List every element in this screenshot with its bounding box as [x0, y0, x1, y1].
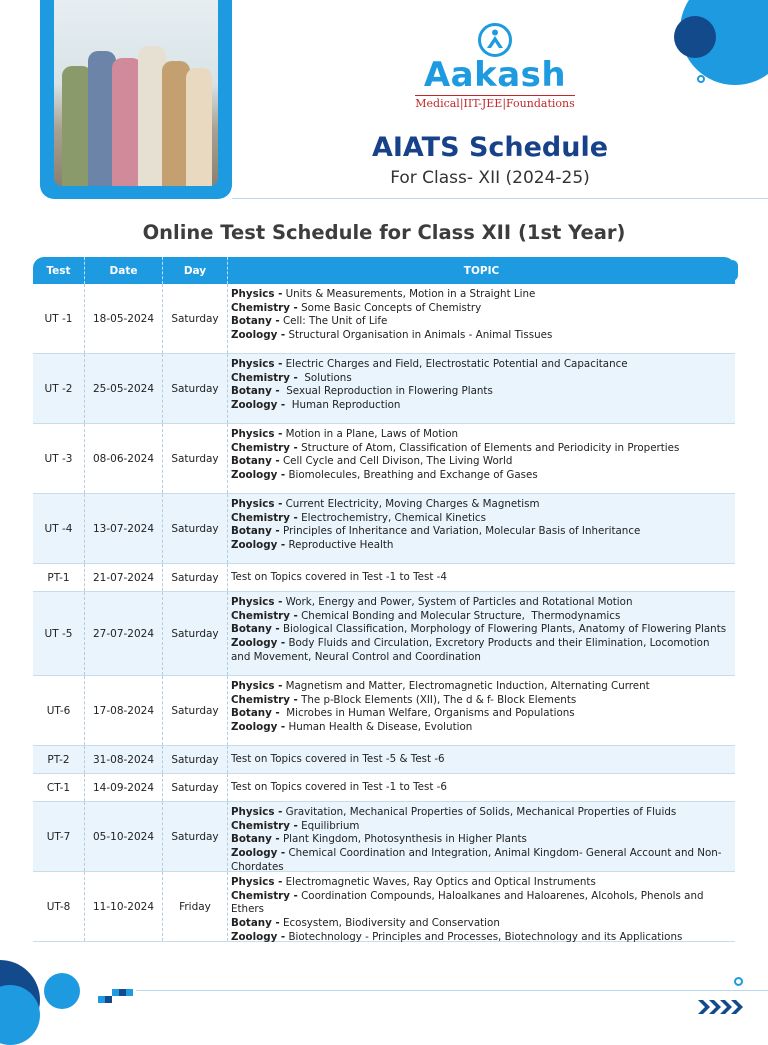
test-cell: UT-7 — [33, 802, 85, 871]
topic-line — [231, 610, 732, 624]
decorative-circle — [44, 973, 80, 1009]
topic-text: Cell: The Unit of Life — [279, 315, 388, 328]
topic-text: Magnetism and Matter, Electromagnetic Induction, Alternating Current — [282, 680, 650, 692]
topic-line — [231, 358, 732, 372]
date-cell: 13-07-2024 — [85, 494, 163, 563]
subject-label: Zoology - — [231, 847, 286, 860]
date-cell: 18-05-2024 — [85, 284, 163, 353]
topic-cell — [228, 494, 735, 563]
subject-label: Botany - — [231, 315, 280, 328]
day-cell: Saturday — [163, 564, 228, 591]
topic-text: Ecosystem, Biodiversity and Conservation — [279, 917, 500, 930]
topic-text: Principles of Inheritance and Variation, Molecular Basis of Inheritance — [279, 525, 641, 538]
date-cell: 31-08-2024 — [85, 746, 163, 773]
page-title: AIATS Schedule — [371, 132, 609, 163]
footer-divider — [136, 990, 768, 991]
topic-line — [231, 753, 445, 767]
topic-text: The p-Block Elements (XII), The d & f- Block Elements — [297, 693, 577, 706]
date-cell: 27-07-2024 — [85, 592, 163, 675]
subject-label: Zoology - — [231, 399, 286, 412]
topic-text: Solutions — [297, 371, 352, 384]
topic-line — [231, 890, 732, 917]
decorative-ring — [697, 75, 705, 83]
table-row — [33, 746, 735, 774]
subject-label: Botany - — [231, 707, 280, 720]
test-cell: CT-1 — [33, 774, 85, 801]
day-cell: Saturday — [163, 802, 228, 871]
test-cell: UT -5 — [33, 592, 85, 675]
subject-label: Botany - — [231, 833, 280, 846]
subject-label: Botany - — [231, 455, 280, 468]
topic-text: Biological Classification, Morphology of Flowering Plants, Anatomy of Flowering Plants — [279, 623, 727, 636]
topic-text: Plant Kingdom, Photosynthesis in Higher Plants — [279, 833, 527, 846]
topic-cell — [228, 354, 735, 423]
subject-label: Chemistry - — [231, 609, 298, 622]
test-cell: UT -4 — [33, 494, 85, 563]
section-title: Online Test Schedule for Class XII (1st Year) — [142, 221, 626, 244]
date-cell: 05-10-2024 — [85, 802, 163, 871]
aakash-logo-icon — [477, 22, 513, 58]
day-cell: Saturday — [163, 284, 228, 353]
table-row — [33, 802, 735, 872]
day-cell: Saturday — [163, 746, 228, 773]
topic-text: Motion in a Plane, Laws of Motion — [282, 428, 459, 440]
brand-name: Aakash — [423, 55, 567, 95]
subject-label: Botany - — [231, 385, 280, 398]
topic-line — [231, 623, 732, 637]
topic-line — [231, 707, 732, 721]
topic-cell — [228, 564, 735, 591]
topic-text: Chemical Bonding and Molecular Structure, Thermodynamics — [297, 609, 621, 622]
topic-line — [231, 876, 732, 890]
subject-label: Chemistry - — [231, 511, 298, 524]
day-cell: Saturday — [163, 424, 228, 493]
day-cell: Friday — [163, 872, 228, 941]
topic-line — [231, 498, 732, 512]
table-body — [33, 284, 735, 942]
test-cell: UT-6 — [33, 676, 85, 745]
date-cell: 17-08-2024 — [85, 676, 163, 745]
day-cell: Saturday — [163, 676, 228, 745]
table-row — [33, 774, 735, 802]
subject-label: Physics - — [231, 806, 283, 818]
subject-label: Physics - — [231, 358, 283, 370]
subject-label: Physics - — [231, 288, 283, 300]
subject-label: Physics - — [231, 596, 283, 608]
date-cell: 21-07-2024 — [85, 564, 163, 591]
subject-label: Zoology - — [231, 539, 286, 552]
topic-text: Sexual Reproduction in Flowering Plants — [279, 385, 493, 398]
topic-text: Chemical Coordination and Integration, Animal Kingdom- General Account and Non-Chordates — [231, 847, 722, 873]
table-row — [33, 592, 735, 676]
topic-cell — [228, 592, 735, 675]
date-cell: 14-09-2024 — [85, 774, 163, 801]
schedule-table — [33, 257, 735, 942]
topic-line — [231, 694, 732, 708]
topic-line — [231, 820, 732, 834]
date-cell: 08-06-2024 — [85, 424, 163, 493]
header-divider — [232, 198, 768, 199]
subject-label: Botany - — [231, 917, 280, 930]
topic-text: Structure of Atom, Classification of Elements and Periodicity in Properties — [297, 441, 680, 454]
aakash-logo — [410, 22, 580, 111]
topic-line — [231, 806, 732, 820]
topic-text: Test on Topics covered in Test -1 to Test -4 — [231, 571, 447, 584]
test-cell: UT-8 — [33, 872, 85, 941]
topic-line — [231, 399, 732, 413]
topic-line — [231, 571, 447, 585]
brand-tagline: Medical|IIT-JEE|Foundations — [415, 97, 575, 110]
header-test: Test — [33, 257, 85, 284]
topic-line — [231, 288, 732, 302]
table-row — [33, 424, 735, 494]
topic-line — [231, 680, 732, 694]
topic-line — [231, 315, 732, 329]
subject-label: Chemistry - — [231, 889, 298, 902]
table-header — [33, 257, 735, 284]
topic-cell — [228, 424, 735, 493]
topic-text: Body Fluids and Circulation, Excretory Products and their Elimination, Locomotion and Movement, Neural Control and Coordination — [231, 637, 713, 663]
subject-label: Botany - — [231, 623, 280, 636]
date-cell: 11-10-2024 — [85, 872, 163, 941]
topic-text: Electromagnetic Waves, Ray Optics and Optical Instruments — [282, 876, 596, 888]
topic-cell — [228, 676, 735, 745]
subject-label: Physics - — [231, 498, 283, 510]
topic-line — [231, 525, 732, 539]
decorative-ring — [734, 977, 743, 986]
topic-text: Human Health & Disease, Evolution — [285, 721, 473, 734]
topic-line — [231, 637, 732, 664]
topic-line — [231, 917, 732, 931]
topic-line — [231, 442, 732, 456]
topic-text: Cell Cycle and Cell Divison, The Living World — [279, 455, 513, 468]
topic-cell — [228, 746, 735, 773]
decorative-circle-dark — [674, 16, 716, 58]
topic-line — [231, 302, 732, 316]
topic-line — [231, 428, 732, 442]
subject-label: Botany - — [231, 525, 280, 538]
table-row — [33, 564, 735, 592]
topic-text: Test on Topics covered in Test -5 & Test -6 — [231, 753, 445, 766]
topic-line — [231, 512, 732, 526]
subject-label: Zoology - — [231, 930, 286, 943]
header-date: Date — [85, 257, 163, 284]
topic-line — [231, 596, 732, 610]
topic-text: Equilibrium — [297, 819, 360, 832]
topic-line — [231, 329, 732, 343]
subject-label: Zoology - — [231, 637, 286, 650]
subject-label: Physics - — [231, 680, 283, 692]
subject-label: Physics - — [231, 428, 283, 440]
topic-text: Biotechnology - Principles and Processes, Biotechnology and its Applications — [285, 930, 683, 943]
subject-label: Chemistry - — [231, 693, 298, 706]
topic-text: Biomolecules, Breathing and Exchange of Gases — [285, 469, 538, 482]
topic-text: Some Basic Concepts of Chemistry — [297, 301, 482, 314]
day-cell: Saturday — [163, 592, 228, 675]
table-row — [33, 676, 735, 746]
subject-label: Chemistry - — [231, 441, 298, 454]
students-celebrating-photo — [54, 0, 218, 186]
day-cell: Saturday — [163, 494, 228, 563]
subject-label: Chemistry - — [231, 819, 298, 832]
subject-label: Chemistry - — [231, 371, 298, 384]
decorative-squares — [98, 988, 138, 1004]
header-day: Day — [163, 257, 228, 284]
test-cell: PT-2 — [33, 746, 85, 773]
topic-line — [231, 539, 732, 553]
topic-cell — [228, 774, 735, 801]
table-row — [33, 494, 735, 564]
topic-text: Test on Topics covered in Test -1 to Test -6 — [231, 781, 447, 794]
table-row — [33, 354, 735, 424]
topic-line — [231, 847, 732, 874]
day-cell: Saturday — [163, 354, 228, 423]
topic-line — [231, 372, 732, 386]
topic-line — [231, 469, 732, 483]
test-cell: PT-1 — [33, 564, 85, 591]
test-cell: UT -3 — [33, 424, 85, 493]
topic-text: Structural Organisation in Animals - Animal Tissues — [285, 329, 553, 342]
topic-line — [231, 385, 732, 399]
topic-text: Gravitation, Mechanical Properties of Solids, Mechanical Properties of Fluids — [282, 806, 677, 818]
header-photo-frame — [40, 0, 232, 199]
topic-text: Reproductive Health — [285, 539, 394, 552]
date-cell: 25-05-2024 — [85, 354, 163, 423]
topic-text: Electrochemistry, Chemical Kinetics — [297, 511, 486, 524]
topic-text: Coordination Compounds, Haloalkanes and Haloarenes, Alcohols, Phenols and Ethers — [231, 889, 707, 916]
table-row — [33, 872, 735, 942]
subject-label: Chemistry - — [231, 301, 298, 314]
day-cell: Saturday — [163, 774, 228, 801]
topic-text: Human Reproduction — [285, 399, 401, 412]
table-row — [33, 284, 735, 354]
topic-text: Current Electricity, Moving Charges & Magnetism — [282, 498, 540, 510]
subject-label: Zoology - — [231, 721, 286, 734]
topic-line — [231, 833, 732, 847]
test-cell: UT -2 — [33, 354, 85, 423]
topic-text: Electric Charges and Field, Electrostatic Potential and Capacitance — [282, 358, 628, 370]
topic-cell — [228, 284, 735, 353]
header-topic: TOPIC — [463, 264, 500, 277]
topic-line — [231, 721, 732, 735]
topic-text: Units & Measurements, Motion in a Straight Line — [282, 288, 536, 300]
test-cell: UT -1 — [33, 284, 85, 353]
topic-line — [231, 781, 447, 795]
topic-line — [231, 455, 732, 469]
subject-label: Physics - — [231, 876, 283, 888]
page-subtitle: For Class- XII (2024-25) — [390, 168, 590, 188]
subject-label: Zoology - — [231, 469, 286, 482]
chevrons-right-icon — [696, 997, 746, 1017]
topic-cell — [228, 872, 735, 941]
topic-cell — [228, 802, 735, 871]
subject-label: Zoology - — [231, 329, 286, 342]
topic-line — [231, 931, 732, 945]
topic-text: Work, Energy and Power, System of Particles and Rotational Motion — [282, 596, 633, 608]
topic-text: Microbes in Human Welfare, Organisms and Populations — [279, 707, 575, 720]
